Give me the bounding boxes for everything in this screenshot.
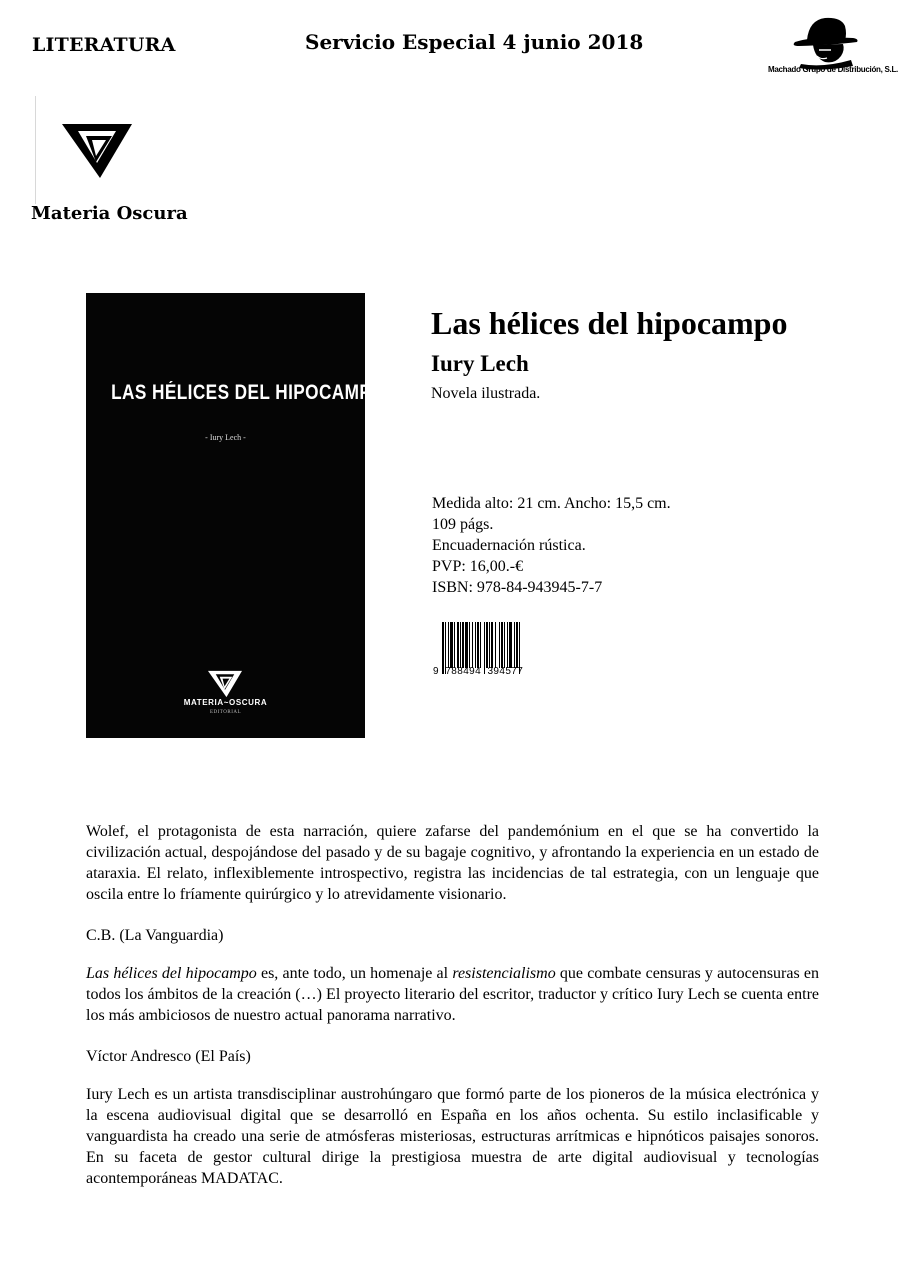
spec-size: Medida alto: 21 cm. Ancho: 15,5 cm. bbox=[432, 495, 671, 512]
author-bio-paragraph: Iury Lech es un artista transdisciplinar austrohúngaro que formó parte de los pioneros de la música electrónica y la escena audiovisual digital que se desarrolló en España en los años ochenta. Su estilo inclasificable y vanguardista ha creado una serie de atmósferas misteriosas, estructuras arrítmicas e hipnóticos paisajes sonoros. En su faceta de gestor cultural dirige la prestigiosa muestra de arte digital audiovisual y tecnologías acontemporáneas MADATAC. bbox=[86, 1086, 819, 1187]
distributor-name: Machado Grupo de Distribución, S.L. bbox=[768, 65, 898, 74]
book-genre: Novela ilustrada. bbox=[431, 385, 541, 402]
spec-pages: 109 págs. bbox=[432, 516, 494, 533]
barcode-bar bbox=[465, 622, 468, 668]
barcode-bar bbox=[501, 622, 503, 668]
review-source-2: Víctor Andresco (El País) bbox=[86, 1048, 251, 1065]
barcode-bar bbox=[477, 622, 479, 668]
book-specs bbox=[432, 493, 671, 598]
barcode-bar bbox=[462, 622, 464, 668]
synopsis-paragraph: Wolef, el protagonista de esta narración, quiere zafarse del pandemónium en el que se ha convertido la civilización actual, despojándose del pasado y de su bagaje cognitivo, y afrontando la experiencia en un estado de ataraxia. El relato, inflexiblemente introspectivo, registra las incidencias de tal estrategia, con un lenguaje que oscila entre lo fríamente quirúrgico y lo atrevidamente visionario. bbox=[86, 823, 819, 903]
barcode-bar bbox=[469, 622, 470, 668]
barcode-bar bbox=[454, 622, 455, 668]
book-cover bbox=[86, 293, 386, 738]
cover-logo-icon bbox=[207, 669, 243, 699]
barcode-bar bbox=[516, 622, 518, 668]
barcode-bar bbox=[486, 622, 488, 668]
description bbox=[86, 821, 819, 1209]
cover-brand: MATERIA~OSCURA bbox=[183, 698, 268, 707]
spec-price: PVP: 16,00.-€ bbox=[432, 558, 524, 575]
barcode-bar bbox=[480, 622, 481, 668]
spec-binding: Encuadernación rústica. bbox=[432, 537, 586, 554]
review-term: resistencialismo bbox=[452, 965, 556, 982]
barcode-bar bbox=[499, 622, 500, 668]
cover-title: LAS HÉLICES DEL HIPOCAMPO bbox=[111, 381, 386, 404]
spec-isbn: ISBN: 978-84-943945-7-7 bbox=[432, 579, 603, 596]
review-text-2: que combate censuras y autocensuras en todos los ámbitos de la creación (…) El proyecto literario del escritor, traductor y crítico Iury Lech se cuenta entre los más ambiciosos de nuestro actual panorama narrativo. bbox=[86, 965, 819, 1024]
review-source-1: C.B. (La Vanguardia) bbox=[86, 927, 224, 944]
section-label: LITERATURA bbox=[32, 34, 176, 56]
divider-line bbox=[35, 96, 36, 204]
barcode-bar bbox=[495, 622, 496, 668]
service-date: Servicio Especial 4 junio 2018 bbox=[305, 30, 644, 54]
barcode-bar bbox=[450, 622, 453, 668]
book-author: Iury Lech bbox=[431, 351, 529, 376]
barcode-bar bbox=[457, 622, 459, 668]
barcode-bar bbox=[507, 622, 508, 668]
barcode-bar bbox=[514, 622, 515, 668]
barcode-bar bbox=[472, 622, 473, 668]
cover-author: - Iury Lech - bbox=[205, 433, 246, 442]
barcode-bar bbox=[489, 622, 490, 668]
barcode-bar bbox=[491, 622, 493, 668]
review-book-title: Las hélices del hipocampo bbox=[86, 965, 257, 982]
barcode-bar bbox=[475, 622, 476, 668]
barcode-bar bbox=[460, 622, 461, 668]
barcode-bar bbox=[504, 622, 505, 668]
barcode-digits: 9 788494 394577 bbox=[433, 666, 524, 677]
barcode-bar bbox=[509, 622, 512, 668]
triangle-v-logo-icon bbox=[60, 122, 134, 180]
book-title: Las hélices del hipocampo bbox=[431, 305, 788, 341]
publisher-name: Materia Oscura bbox=[31, 203, 188, 224]
review-text-1: es, ante todo, un homenaje al bbox=[256, 965, 453, 982]
cover-sub: EDITORIAL bbox=[209, 710, 242, 715]
barcode-bar bbox=[448, 622, 449, 668]
review-paragraph-2 bbox=[86, 963, 819, 1026]
